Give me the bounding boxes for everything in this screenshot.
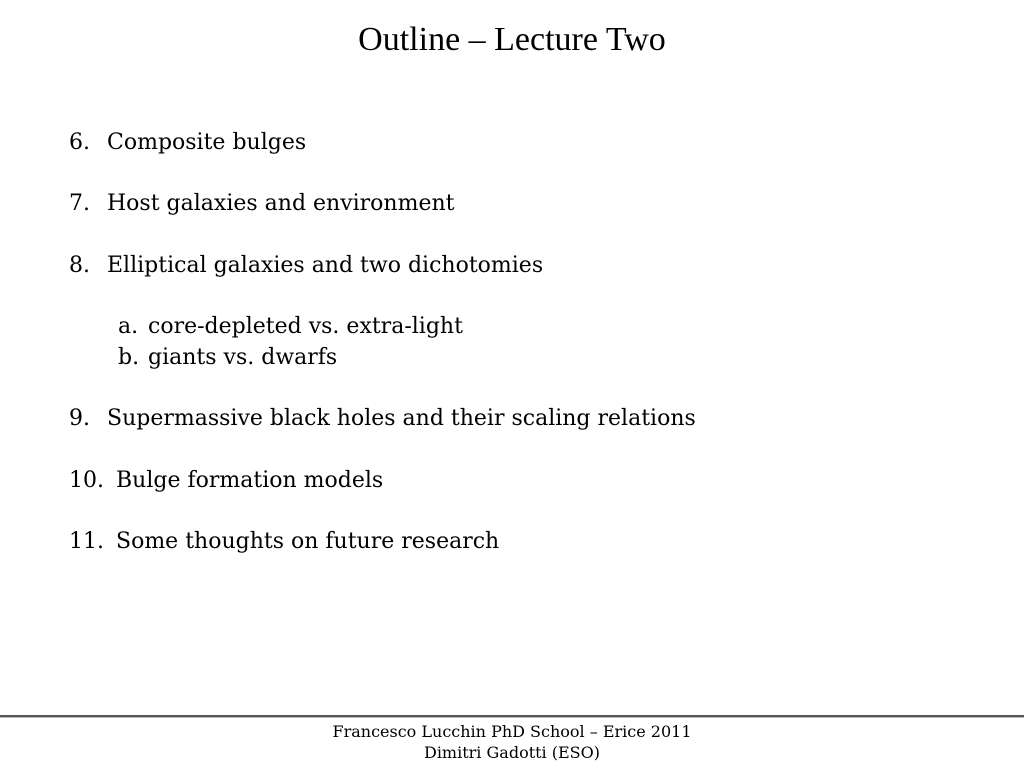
outline-subitem-a [118, 313, 463, 341]
item-number: 10. [69, 468, 104, 493]
footer-author: Dimitri Gadotti (ESO) [423, 743, 600, 762]
item-text: core-depleted vs. extra-light [148, 314, 463, 339]
outline-item-6 [69, 129, 306, 157]
item-text: Composite bulges [107, 130, 307, 155]
outline-item-8 [69, 252, 543, 280]
footer-divider [0, 715, 1024, 717]
slide-title: Outline – Lecture Two [358, 21, 666, 58]
item-text: Host galaxies and environment [107, 191, 455, 216]
item-text: Elliptical galaxies and two dichotomies [107, 253, 544, 278]
item-number: 9. [69, 406, 90, 431]
outline-item-9 [69, 405, 696, 433]
item-number: 6. [69, 130, 90, 155]
outline-item-10 [69, 467, 383, 495]
item-text: Bulge formation models [116, 468, 384, 493]
outline-item-7 [69, 190, 455, 218]
item-number: a. [118, 314, 139, 339]
item-text: Supermassive black holes and their scaling relations [107, 406, 696, 431]
outline-item-11 [69, 528, 499, 556]
item-number: 7. [69, 191, 90, 216]
item-text: Some thoughts on future research [116, 529, 500, 554]
item-number: 11. [69, 529, 104, 554]
item-text: giants vs. dwarfs [148, 345, 338, 370]
item-number: b. [118, 345, 140, 370]
outline-subitem-b [118, 344, 337, 372]
item-number: 8. [69, 253, 90, 278]
footer-school: Francesco Lucchin PhD School – Erice 2011 [332, 722, 692, 741]
